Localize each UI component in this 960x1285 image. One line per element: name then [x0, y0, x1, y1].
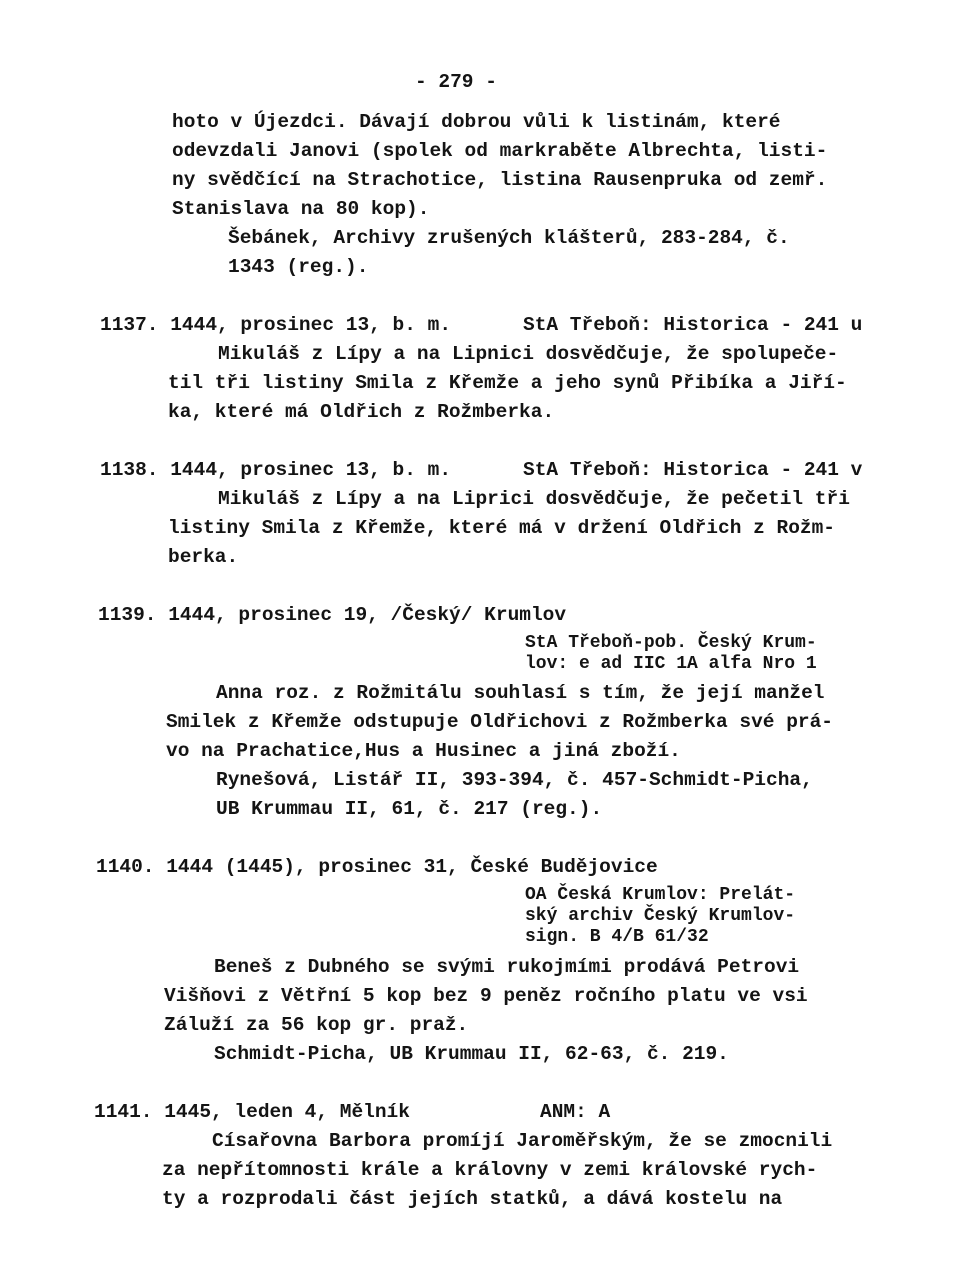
- entry-heading: 1141. 1445, leden 4, Mělník: [94, 1101, 410, 1123]
- archive-signature: StA Třeboň: Historica - 241 v: [523, 459, 863, 481]
- text-line: Záluží za 56 kop gr. praž.: [164, 1014, 469, 1036]
- reference-line: Rynešová, Listář II, 393-394, č. 457-Schmidt-Picha,: [216, 769, 813, 791]
- text-line: Císařovna Barbora promíjí Jaroměřským, že se zmocnili: [212, 1130, 833, 1152]
- text-line: ny svědčící na Strachotice, listina Rausenpruka od zemř.: [172, 169, 828, 191]
- text-line: ka, které má Oldřich z Rožmberka.: [168, 401, 555, 423]
- text-line: za nepřítomnosti krále a královny v zemi královské rych-: [162, 1159, 818, 1181]
- text-line: listiny Smila z Křemže, které má v držení Oldřich z Rožm-: [168, 517, 836, 539]
- entry-heading: 1140. 1444 (1445), prosinec 31, České Budějovice: [96, 856, 658, 878]
- text-line: Višňovi z Větřní 5 kop bez 9 peněz ročního platu ve vsi: [164, 985, 808, 1007]
- text-line: vo na Prachatice,Hus a Husinec a jiná zboží.: [166, 740, 681, 762]
- text-line: Beneš z Dubného se svými rukojmími prodává Petrovi: [214, 956, 800, 978]
- reference-line: Šebánek, Archivy zrušených klášterů, 283-284, č.: [228, 227, 790, 249]
- archive-signature: OA Česká Krumlov: Prelát-: [525, 885, 796, 905]
- entry-heading: 1139. 1444, prosinec 19, /Český/ Krumlov: [98, 604, 567, 626]
- entry-heading: 1138. 1444, prosinec 13, b. m.: [100, 459, 452, 481]
- archive-signature: lov: e ad IIC 1A alfa Nro 1: [525, 654, 817, 674]
- text-line: Mikuláš z Lípy a na Lipnici dosvědčuje, že spolupeče-: [218, 343, 839, 365]
- archive-signature: StA Třeboň: Historica - 241 u: [523, 314, 863, 336]
- text-line: berka.: [168, 546, 239, 568]
- reference-line: Schmidt-Picha, UB Krummau II, 62-63, č. 219.: [214, 1043, 729, 1065]
- archive-signature: ský archiv Český Krumlov-: [525, 906, 796, 926]
- archive-signature: ANM: A: [540, 1101, 611, 1123]
- text-line: hoto v Újezdci. Dávají dobrou vůli k listinám, které: [172, 111, 781, 133]
- text-line: ty a rozprodali část jejích statků, a dává kostelu na: [162, 1188, 783, 1210]
- text-line: Smilek z Křemže odstupuje Oldřichovi z Rožmberka své prá-: [166, 711, 834, 733]
- text-line: til tři listiny Smila z Křemže a jeho synů Přibíka a Jiří-: [168, 372, 847, 394]
- text-line: Mikuláš z Lípy a na Liprici dosvědčuje, že pečetil tři: [218, 488, 850, 510]
- page-number: - 279 -: [415, 71, 497, 93]
- reference-line: 1343 (reg.).: [228, 256, 369, 278]
- reference-line: UB Krummau II, 61, č. 217 (reg.).: [216, 798, 603, 820]
- archive-signature: StA Třeboň-pob. Český Krum-: [525, 633, 817, 653]
- archive-signature: sign. B 4/B 61/32: [525, 927, 709, 947]
- text-line: Stanislava na 80 kop).: [172, 198, 430, 220]
- text-line: odevzdali Janovi (spolek od markraběte Albrechta, listi-: [172, 140, 828, 162]
- entry-heading: 1137. 1444, prosinec 13, b. m.: [100, 314, 452, 336]
- text-line: Anna roz. z Rožmitálu souhlasí s tím, že její manžel: [216, 682, 825, 704]
